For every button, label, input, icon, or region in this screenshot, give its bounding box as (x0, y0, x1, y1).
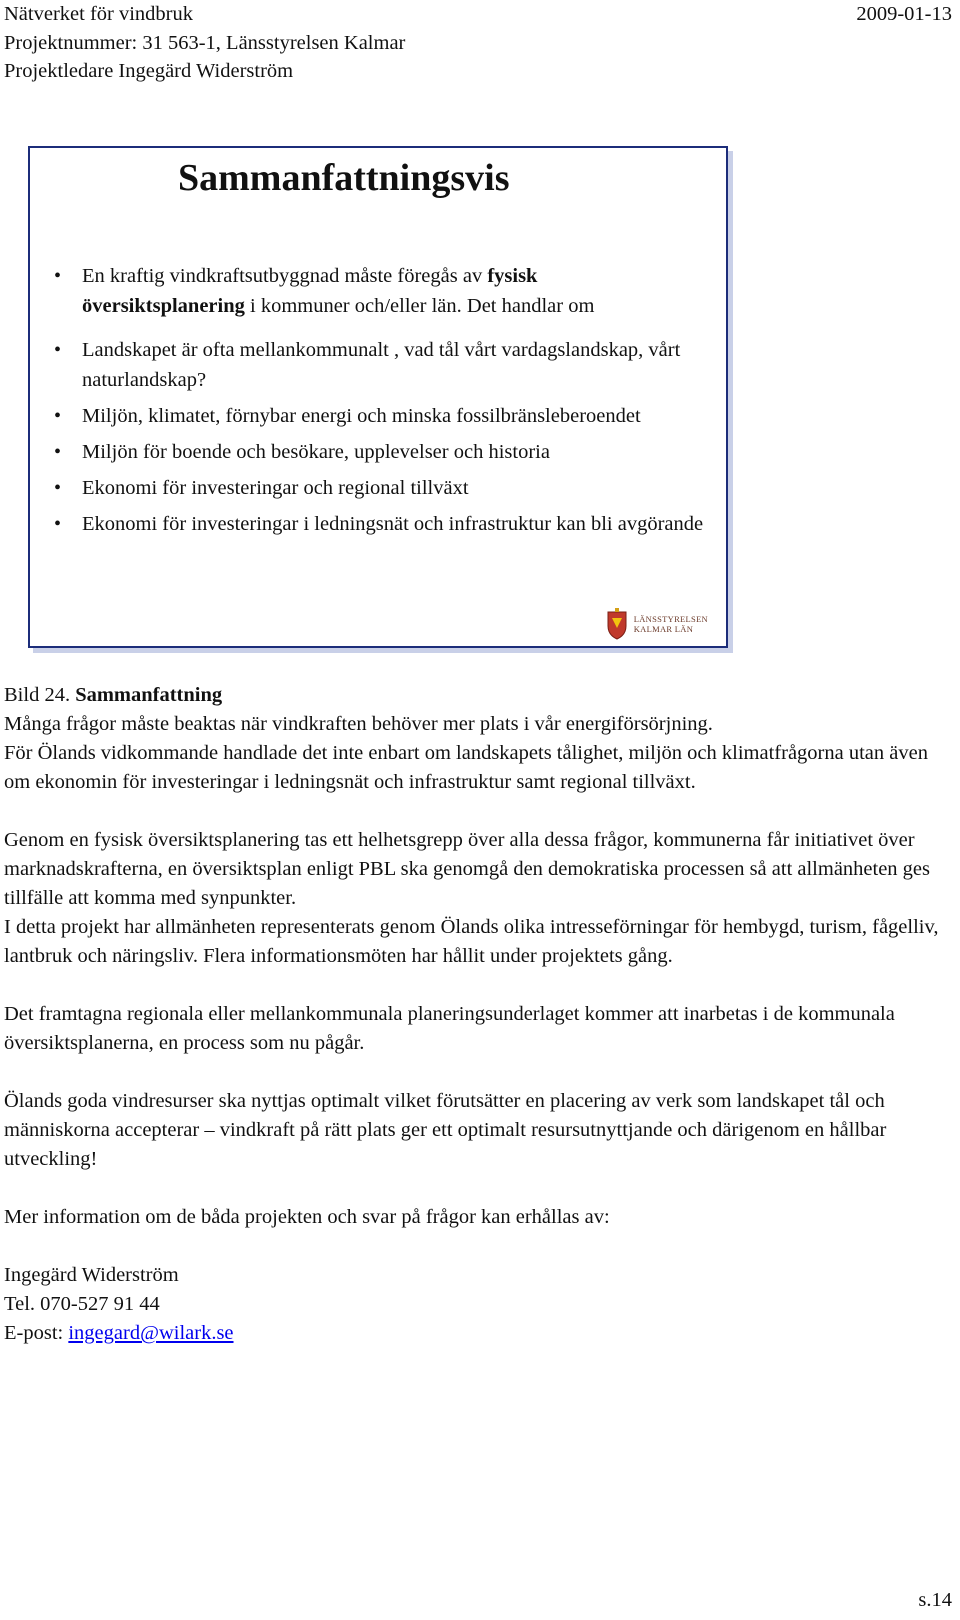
email-link[interactable]: ingegard@wilark.se (68, 1322, 234, 1344)
paragraph: Mer information om de båda projekten och svar på frågor kan erhållas av: (4, 1206, 610, 1228)
header-project: Projektnummer: 31 563-1, Länsstyrelsen Kalmar (4, 32, 406, 54)
body-text (4, 681, 956, 1348)
slide-image (28, 146, 728, 648)
slide-bullet: • Ekonomi för investeringar och regional tillväxt (54, 473, 704, 503)
contact-name: Ingegärd Widerström (4, 1264, 179, 1286)
lansstyrelsen-logo (606, 608, 708, 640)
slide-bullet (54, 261, 704, 321)
bullet-text: En kraftig vindkraftsutbyggnad måste föregås av (82, 265, 488, 287)
header-leader: Projektledare Ingegärd Widerström (4, 60, 294, 82)
bullet-bold-text: fysisk översiktsplanering (82, 265, 538, 317)
slide-bullet: • Miljön för boende och besökare, upplevelser och historia (54, 437, 704, 467)
slide-bullet: • Landskapet är ofta mellankommunalt , vad tål vårt vardagslandskap, vårt naturlandskap? (54, 335, 704, 395)
paragraph: Ölands goda vindresurser ska nyttjas optimalt vilket förutsätter en placering av verk som landskapet tål och människorna accepterar – vindkraft på rätt plats ger ett optimalt resursutnyttjande och därigenom en hållbar utveckling! (4, 1090, 887, 1170)
paragraph: Många frågor måste beaktas när vindkraften behöver mer plats i vår energiförsörjning. (4, 713, 713, 735)
paragraph: För Ölands vidkommande handlade det inte enbart om landskapets tålighet, miljön och klimatfrågorna utan även om ekonomin för investeringar i ledningsnät och infrastruktur samt regional tillväxt. (4, 742, 928, 793)
header-date: 2009-01-13 (856, 3, 952, 25)
email-label: E-post: (4, 1322, 69, 1344)
logo-line-2: KALMAR LÄN (633, 624, 694, 634)
slide-bullet-list (54, 261, 704, 539)
figure-caption (4, 681, 956, 710)
page-header (4, 0, 952, 85)
bullet-text: i kommuner och/eller län. Det handlar om (244, 295, 595, 317)
paragraph: I detta projekt har allmänheten representerats genom Ölands olika intresseförningar för hembygd, turism, fågelliv, lantbruk och näringsliv. Flera informationsmöten har hållit under projektets gång. (4, 916, 939, 967)
paragraph: Genom en fysisk översiktsplanering tas ett helhetsgrepp över alla dessa frågor, kommunerna får initiativet över marknadskrafterna, en översiktsplan enligt PBL ska genomgå den demokratiska processen så att allmänheten ges tillfälle att komma med synpunkter. (4, 829, 931, 909)
logo-line-1: LÄNSSTYRELSEN (633, 614, 708, 624)
contact-email (4, 1319, 956, 1348)
paragraph: Det framtagna regionala eller mellankommunala planeringsunderlaget kommer att inarbetas i de kommunala översiktsplanerna, en process som nu pågår. (4, 1003, 895, 1054)
contact-phone: Tel. 070-527 91 44 (4, 1293, 160, 1315)
slide-bullet: • Ekonomi för investeringar i ledningsnät och infrastruktur kan bli avgörande (54, 509, 704, 539)
caption-title: Sammanfattning (75, 684, 223, 706)
header-org: Nätverket för vindbruk (4, 3, 193, 25)
page-number: s.14 (918, 1589, 952, 1611)
caption-label: Bild 24. (4, 684, 76, 706)
coat-of-arms-icon (606, 608, 628, 640)
slide-bullet: • Miljön, klimatet, förnybar energi och minska fossilbränsleberoendet (54, 401, 704, 431)
slide-title: Sammanfattningsvis (178, 157, 510, 199)
